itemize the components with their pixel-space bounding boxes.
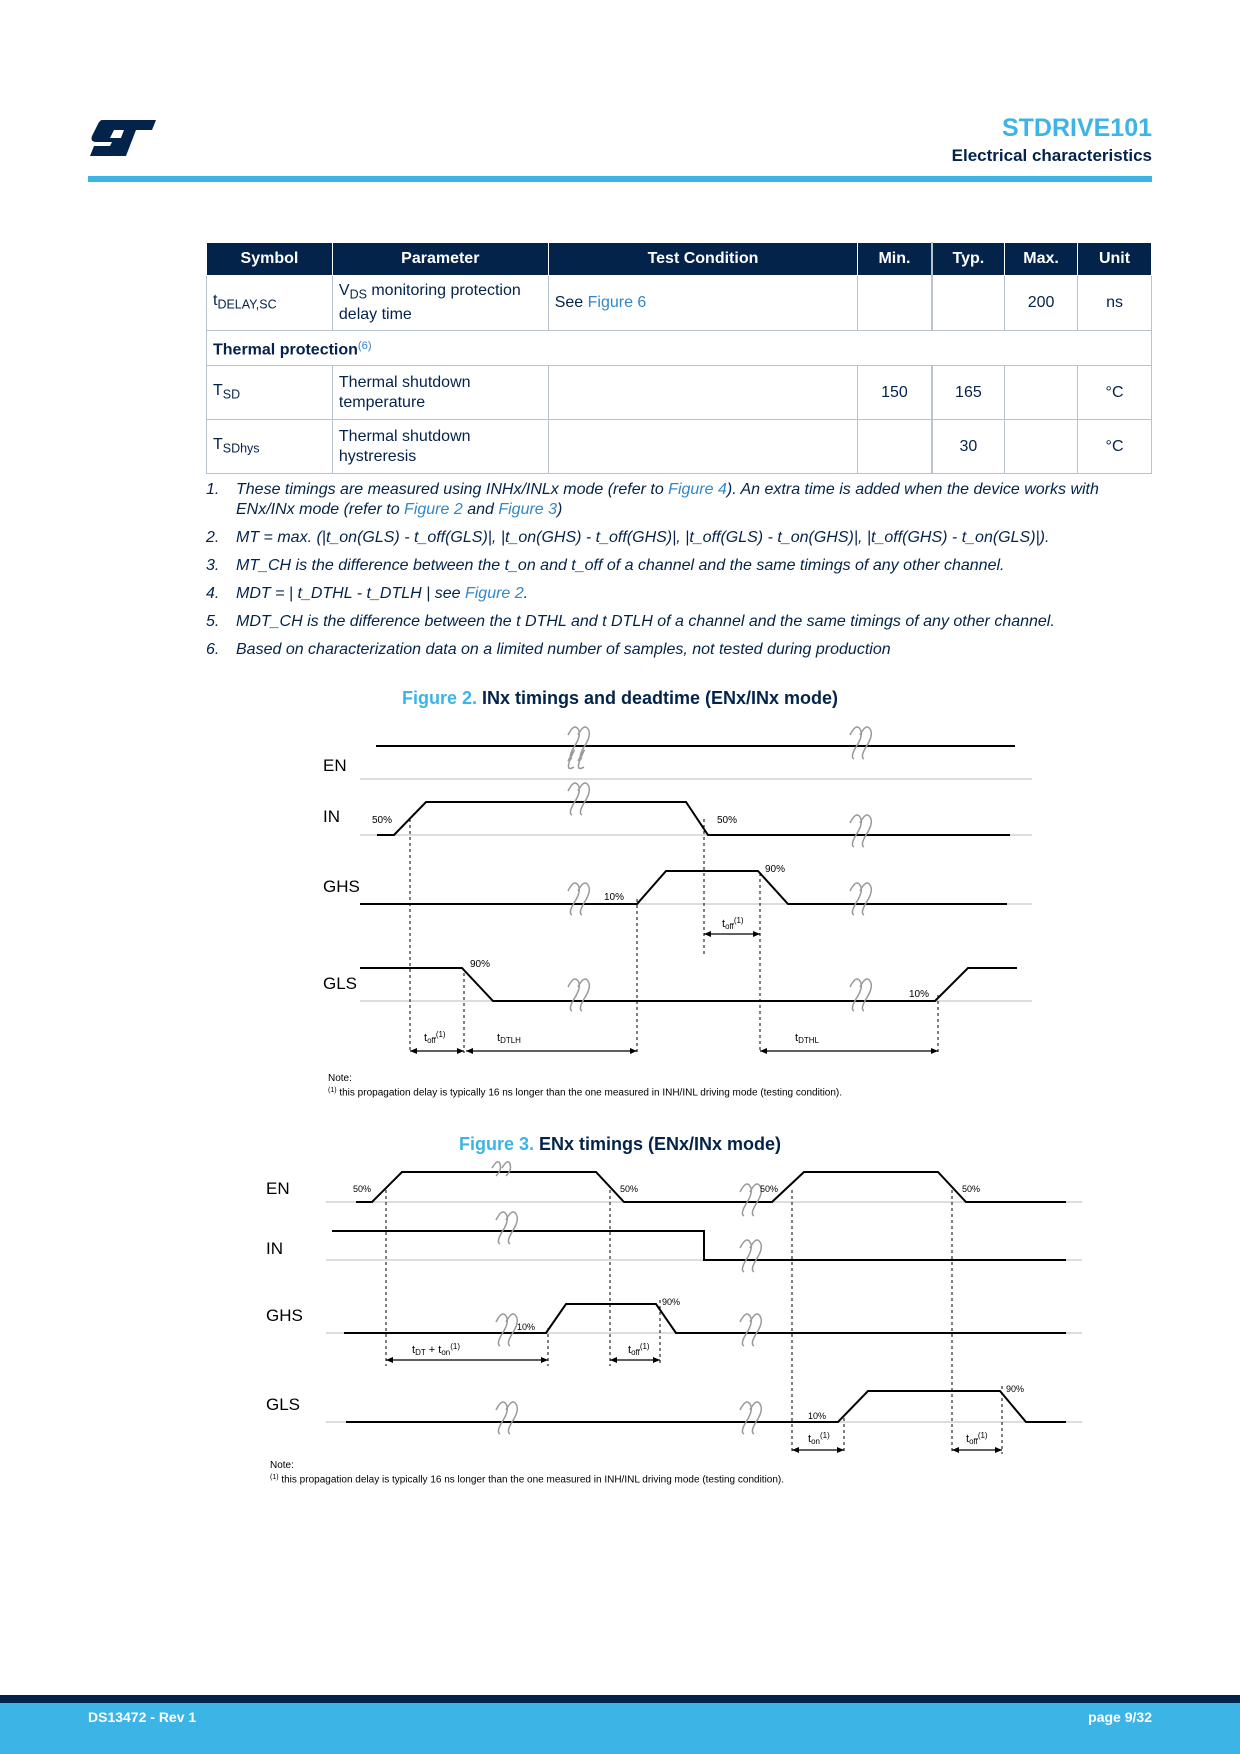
cell-min xyxy=(858,276,932,331)
figure-2-link[interactable]: Figure 2 xyxy=(464,585,524,602)
figure-3-link[interactable]: Figure 3 xyxy=(498,501,558,518)
table-notes xyxy=(206,480,1152,668)
threshold-label: 50% xyxy=(760,1184,779,1194)
cell-min xyxy=(858,420,932,474)
break-mark xyxy=(740,1402,761,1434)
break-mark xyxy=(850,815,871,847)
cell-max xyxy=(1005,420,1078,474)
break-mark xyxy=(492,1162,511,1176)
table-section-row xyxy=(207,331,1152,366)
break-mark xyxy=(740,1314,761,1346)
cell-condition xyxy=(548,420,858,474)
in-waveform xyxy=(332,1231,1066,1260)
break-mark xyxy=(740,1184,761,1216)
break-mark xyxy=(850,979,871,1011)
break-mark xyxy=(496,1314,517,1346)
threshold-label: 50% xyxy=(372,815,393,826)
cell-unit: ns xyxy=(1078,276,1152,331)
cell-parameter: Thermal shutdown temperature xyxy=(332,366,548,420)
cell-unit: °C xyxy=(1078,366,1152,420)
section-title: Electrical characteristics xyxy=(951,146,1152,165)
note-6: 6. Based on characterization data on a limited number of samples, not tested during production xyxy=(206,641,891,658)
threshold-label: 10% xyxy=(808,1411,827,1421)
threshold-label: 90% xyxy=(470,959,491,970)
figure-3-diagram xyxy=(0,1160,1240,1460)
threshold-label: 50% xyxy=(620,1184,639,1194)
cell-parameter: Thermal shutdown hystreresis xyxy=(332,420,548,474)
col-symbol: Symbol xyxy=(207,243,333,276)
t-off-label: toff$^{(1)}$ xyxy=(966,1431,988,1446)
t-off-label: toff$^{(1)}$ xyxy=(722,916,744,931)
cell-symbol: $t_{DELAY,SC}$ xyxy=(207,276,333,331)
threshold-label: 50% xyxy=(353,1184,372,1194)
signal-label-in: IN xyxy=(323,807,340,826)
cell-condition: See Figure 6 xyxy=(548,276,858,331)
signal-label-gls: GLS xyxy=(266,1395,301,1414)
threshold-label: 10% xyxy=(909,989,930,1000)
col-unit: Unit xyxy=(1078,243,1152,276)
cell-max: 200 xyxy=(1005,276,1078,331)
cell-parameter: $V_{DS}$ monitoring protection delay time xyxy=(332,276,548,331)
threshold-label: 90% xyxy=(662,1297,681,1307)
signal-label-ghs: GHS xyxy=(323,877,360,896)
cell-max xyxy=(1005,366,1078,420)
cell-typ: 165 xyxy=(932,366,1005,420)
page-number: page 9/32 xyxy=(1088,1709,1152,1725)
note-3: 3. MT_CH is the difference between the t_on and t_off of a channel and the same timings of any other channel. xyxy=(206,557,1005,574)
cell-typ: 30 xyxy=(932,420,1005,474)
break-mark xyxy=(568,783,589,815)
col-parameter: Parameter xyxy=(332,243,548,276)
figure-6-link[interactable]: Figure 6 xyxy=(587,294,647,311)
st-logo xyxy=(88,118,158,158)
break-mark xyxy=(740,1240,761,1272)
threshold-label: 90% xyxy=(765,864,786,875)
note-4: 4. MDT = | t_DTHL - t_DTLH | see Figure 2. xyxy=(206,585,529,602)
cell-symbol: $T_{SD}$ xyxy=(207,366,333,420)
break-mark-group xyxy=(568,727,871,1011)
threshold-label: 90% xyxy=(1006,1384,1025,1394)
signal-label-in: IN xyxy=(266,1239,283,1258)
break-mark xyxy=(496,1212,517,1244)
t-on-label: ton$^{(1)}$ xyxy=(808,1431,830,1446)
t-dtlh-label: tDTLH xyxy=(497,1032,521,1045)
table-row xyxy=(207,420,1152,474)
table-header-row xyxy=(207,243,1152,276)
en-waveform xyxy=(356,1172,1066,1202)
figure-3-caption: Figure 3. ENx timings (ENx/INx mode) xyxy=(458,1134,782,1154)
spec-table xyxy=(206,242,1152,474)
col-max: Max. xyxy=(1005,243,1078,276)
break-mark xyxy=(496,1402,517,1434)
ghs-waveform xyxy=(360,871,1007,904)
table-row xyxy=(207,366,1152,420)
threshold-label: 10% xyxy=(604,892,625,903)
break-mark xyxy=(850,883,871,915)
figure-2-link[interactable]: Figure 2 xyxy=(404,501,463,518)
cell-symbol: $T_{SDhys}$ xyxy=(207,420,333,474)
table-row xyxy=(207,276,1152,331)
header-rule xyxy=(88,176,1152,182)
product-title: STDRIVE101 xyxy=(1001,114,1152,142)
t-dthl-label: tDTHL xyxy=(795,1032,819,1045)
break-mark xyxy=(850,727,871,759)
note-2: 2. MT = max. (|t_on(GLS) - t_off(GLS)|, |t_on(GHS) - t_off(GHS)|, |t_off(GLS) - t_on(GHS)|, |t_off(GHS) - t_on(GLS)|). xyxy=(206,529,1050,546)
figure-2-caption: Figure 2. INx timings and deadtime (ENx/INx mode) xyxy=(401,688,839,708)
signal-label-en: EN xyxy=(266,1179,290,1198)
threshold-label: 50% xyxy=(962,1184,981,1194)
break-mark xyxy=(568,979,589,1011)
in-waveform xyxy=(377,802,1010,835)
threshold-label: 50% xyxy=(717,815,738,826)
break-mark xyxy=(568,883,589,915)
t-dt-ton-label: tDT + ton$^{(1)}$ xyxy=(412,1342,461,1357)
figure-4-link[interactable]: Figure 4 xyxy=(668,481,727,498)
note-1: 1. These timings are measured using INHx/INLx mode (refer to Figure 4). An extra time is added when the device works with ENx/INx mode (refer to Figure 2 and Figure 3) xyxy=(206,481,1099,518)
col-test-condition: Test Condition xyxy=(548,243,858,276)
cell-typ xyxy=(932,276,1005,331)
gls-waveform xyxy=(346,1391,1066,1422)
signal-label-ghs: GHS xyxy=(266,1306,303,1325)
ghs-waveform xyxy=(344,1304,1066,1333)
t-off-label: toff$^{(1)}$ xyxy=(424,1030,446,1045)
figure-3-note: Note: $^{(1)}$ this propagation delay is typically 16 ns longer than the one measured in INH/INL driving mode (testing condition). xyxy=(270,1460,785,1486)
col-min: Min. xyxy=(858,243,932,276)
cell-unit: °C xyxy=(1078,420,1152,474)
threshold-label: 10% xyxy=(517,1322,536,1332)
figure-2-diagram xyxy=(0,715,1240,1095)
signal-label-gls: GLS xyxy=(323,974,358,993)
break-mark xyxy=(568,727,589,759)
doc-id: DS13472 - Rev 1 xyxy=(88,1709,197,1725)
note-5: 5. MDT_CH is the difference between the t DTHL and t DTLH of a channel and the same timings of any other channel. xyxy=(206,613,1055,630)
signal-label-en: EN xyxy=(323,756,347,775)
figure-2-note: Note: $^{(1)}$ this propagation delay is typically 16 ns longer than the one measured in INH/INL driving mode (testing condition). xyxy=(328,1073,843,1099)
section-heading: Thermal protection$^{(6)}$ xyxy=(207,331,1152,366)
note-6-ref[interactable]: (6) xyxy=(357,339,372,352)
col-typ: Typ. xyxy=(932,243,1005,276)
cell-min: 150 xyxy=(858,366,932,420)
cell-condition xyxy=(548,366,858,420)
t-off-label: toff$^{(1)}$ xyxy=(628,1342,650,1357)
footer-dark-band xyxy=(0,1695,1240,1703)
